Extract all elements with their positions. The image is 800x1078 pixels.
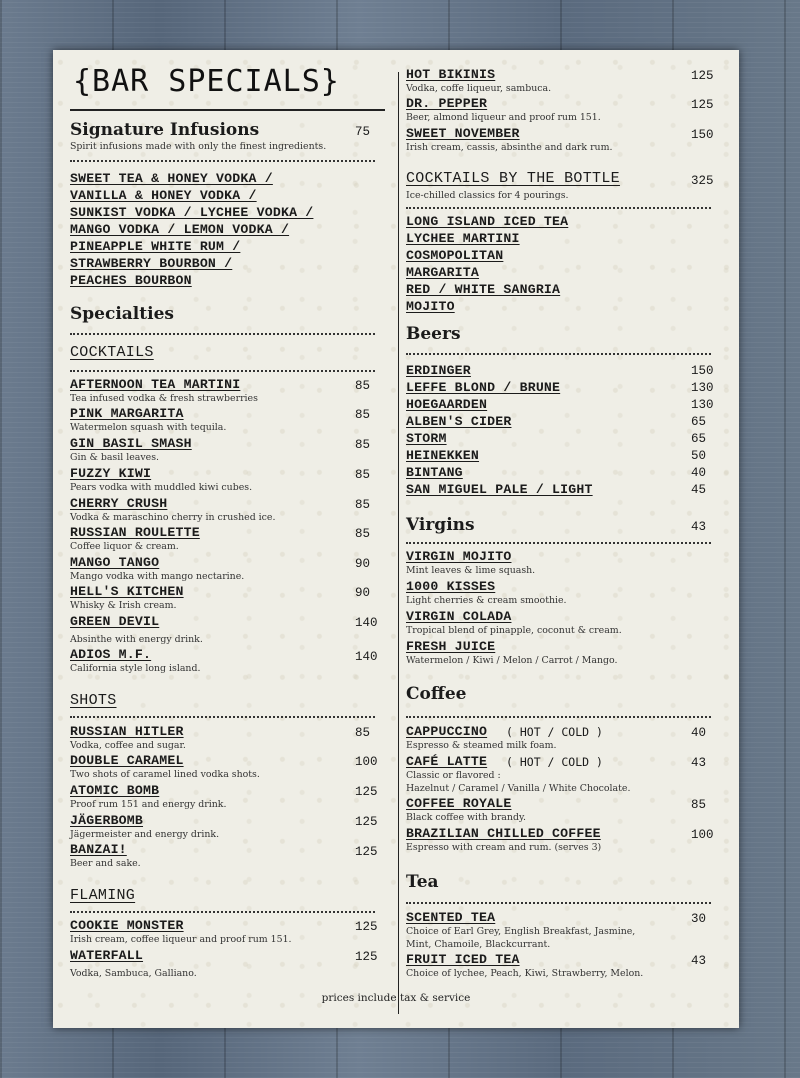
shot-name: JÄGERBOMB <box>70 813 144 828</box>
coffee-price: 43 <box>691 756 707 770</box>
signature-item: MANGO VODKA / LEMON VODKA / <box>70 222 290 237</box>
cocktail-desc: Tea infused vodka & fresh strawberries <box>70 393 258 404</box>
beer-name: HOEGAARDEN <box>406 397 488 412</box>
virgin-desc: Mint leaves & lime squash. <box>406 565 536 576</box>
cocktail-price: 85 <box>355 438 371 452</box>
cocktail-desc: Watermelon squash with tequila. <box>70 422 227 433</box>
flaming-name: WATERFALL <box>70 948 144 963</box>
beer-name: ERDINGER <box>406 363 471 378</box>
shots-heading: SHOTS <box>70 692 117 709</box>
cocktail-price: 85 <box>355 379 371 393</box>
shot-desc: Beer and sake. <box>70 858 141 869</box>
beer-price: 150 <box>691 364 714 378</box>
flaming-desc: Irish cream, coffee liqueur and proof rum 151. <box>70 934 292 945</box>
bottle-item: RED / WHITE SANGRIA <box>406 282 561 297</box>
bottle-item: LYCHEE MARTINI <box>406 231 520 246</box>
coffee-option: ( HOT / COLD ) <box>506 725 603 739</box>
cocktail-name: GREEN DEVIL <box>70 614 160 629</box>
signature-item: PEACHES BOURBON <box>70 273 192 288</box>
menu-title: {BAR SPECIALS} <box>73 64 340 99</box>
beer-name: LEFFE BLOND / BRUNE <box>406 380 561 395</box>
tea-name: FRUIT ICED TEA <box>406 952 520 967</box>
shot-price: 125 <box>355 815 378 829</box>
tea-desc: Mint, Chamoile, Blackcurrant. <box>406 939 551 950</box>
virgin-name: 1000 KISSES <box>406 579 496 594</box>
bottle-item: MOJITO <box>406 299 455 314</box>
shot-price: 85 <box>355 726 371 740</box>
shot-price: 125 <box>355 845 378 859</box>
cocktail-desc: Pears vodka with muddled kiwi cubes. <box>70 482 253 493</box>
shot-name: ATOMIC BOMB <box>70 783 160 798</box>
beer-name: ALBEN'S CIDER <box>406 414 512 429</box>
cocktail-name: RUSSIAN ROULETTE <box>70 525 200 540</box>
coffee-name: COFFEE ROYALE <box>406 796 512 811</box>
beer-price: 65 <box>691 415 707 429</box>
tea-desc: Choice of Earl Grey, English Breakfast, Jasmine, <box>406 926 636 937</box>
bottle-desc: Ice-chilled classics for 4 pourings. <box>406 190 569 201</box>
divider <box>70 370 375 372</box>
cocktail-name: AFTERNOON TEA MARTINI <box>70 377 241 392</box>
beer-price: 50 <box>691 449 707 463</box>
cocktail-desc: Whisky & Irish cream. <box>70 600 177 611</box>
cocktail-name: CHERRY CRUSH <box>70 496 168 511</box>
shot-name: DOUBLE CARAMEL <box>70 753 184 768</box>
beer-name: HEINEKKEN <box>406 448 480 463</box>
coffee-price: 100 <box>691 828 714 842</box>
cocktail-name: GIN BASIL SMASH <box>70 436 192 451</box>
virgin-desc: Light cherries & cream smoothie. <box>406 595 567 606</box>
footer-note: prices include tax & service <box>321 992 471 1004</box>
signature-heading: Signature Infusions <box>70 120 260 140</box>
coffee-desc: Hazelnut / Caramel / Vanilla / White Chocolate. <box>406 783 631 794</box>
coffee-desc: Black coffee with brandy. <box>406 812 526 823</box>
shot-name: HOT BIKINIS <box>406 67 496 82</box>
divider <box>70 716 375 718</box>
shot-price: 125 <box>691 69 714 83</box>
divider <box>406 716 711 718</box>
signature-item: PINEAPPLE WHITE RUM / <box>70 239 241 254</box>
shot-price: 150 <box>691 128 714 142</box>
cocktail-name: HELL'S KITCHEN <box>70 584 184 599</box>
specialties-heading: Specialties <box>70 304 174 324</box>
beer-price: 130 <box>691 381 714 395</box>
cocktail-price: 140 <box>355 650 378 664</box>
cocktail-name: MANGO TANGO <box>70 555 160 570</box>
cocktail-desc: California style long island. <box>70 663 201 674</box>
bottle-item: MARGARITA <box>406 265 480 280</box>
shot-price: 125 <box>355 785 378 799</box>
title-rule <box>70 109 385 111</box>
cocktail-price: 85 <box>355 408 371 422</box>
divider <box>406 542 711 544</box>
beer-price: 65 <box>691 432 707 446</box>
shot-desc: Proof rum 151 and energy drink. <box>70 799 227 810</box>
cocktail-desc: Gin & basil leaves. <box>70 452 159 463</box>
shot-name: BANZAI! <box>70 842 127 857</box>
cocktail-price: 90 <box>355 557 371 571</box>
flaming-heading: FLAMING <box>70 887 136 904</box>
signature-item: STRAWBERRY BOURBON / <box>70 256 233 271</box>
virgin-desc: Tropical blend of pinapple, coconut & cream. <box>406 625 622 636</box>
virgin-name: VIRGIN MOJITO <box>406 549 512 564</box>
coffee-name: BRAZILIAN CHILLED COFFEE <box>406 826 601 841</box>
virgins-heading: Virgins <box>406 515 475 535</box>
bottle-price: 325 <box>691 174 714 188</box>
coffee-heading: Coffee <box>406 684 467 704</box>
shot-desc: Two shots of caramel lined vodka shots. <box>70 769 260 780</box>
coffee-desc: Espresso with cream and rum. (serves 3) <box>406 842 602 853</box>
coffee-price: 85 <box>691 798 707 812</box>
tea-price: 30 <box>691 912 707 926</box>
flaming-name: COOKIE MONSTER <box>70 918 184 933</box>
signature-item: SWEET TEA & HONEY VODKA / <box>70 171 273 186</box>
coffee-name: CAFÉ LATTE <box>406 754 488 769</box>
signature-item: VANILLA & HONEY VODKA / <box>70 188 257 203</box>
flaming-price: 125 <box>355 950 378 964</box>
shot-desc: Irish cream, cassis, absinthe and dark rum. <box>406 142 613 153</box>
menu-paper <box>53 50 739 1028</box>
beer-price: 130 <box>691 398 714 412</box>
coffee-desc: Classic or flavored : <box>406 770 501 781</box>
cocktail-desc: Mango vodka with mango nectarine. <box>70 571 245 582</box>
cocktail-price: 85 <box>355 468 371 482</box>
cocktail-name: ADIOS M.F. <box>70 647 152 662</box>
shot-name: SWEET NOVEMBER <box>406 126 520 141</box>
divider <box>406 207 711 209</box>
bottle-heading: COCKTAILS BY THE BOTTLE <box>406 170 620 187</box>
shot-desc: Beer, almond liqueur and proof rum 151. <box>406 112 601 123</box>
cocktails-heading: COCKTAILS <box>70 344 154 361</box>
beer-price: 40 <box>691 466 707 480</box>
flaming-price: 125 <box>355 920 378 934</box>
divider <box>70 911 375 913</box>
shot-desc: Vodka, coffee and sugar. <box>70 740 186 751</box>
tea-name: SCENTED TEA <box>406 910 496 925</box>
cocktail-name: FUZZY KIWI <box>70 466 152 481</box>
tea-heading: Tea <box>406 872 439 892</box>
shot-price: 125 <box>691 98 714 112</box>
flaming-desc: Vodka, Sambuca, Galliano. <box>70 968 197 979</box>
cocktail-price: 90 <box>355 586 371 600</box>
beer-name: STORM <box>406 431 447 446</box>
tea-desc: Choice of lychee, Peach, Kiwi, Strawberry, Melon. <box>406 968 644 979</box>
beer-name: SAN MIGUEL PALE / LIGHT <box>406 482 593 497</box>
cocktail-price: 85 <box>355 527 371 541</box>
virgins-price: 43 <box>691 520 707 534</box>
beer-name: BINTANG <box>406 465 463 480</box>
divider <box>70 160 375 162</box>
shot-name: DR. PEPPER <box>406 96 488 111</box>
virgin-desc: Watermelon / Kiwi / Melon / Carrot / Mango. <box>406 655 618 666</box>
bottle-item: COSMOPOLITAN <box>406 248 504 263</box>
divider <box>406 353 711 355</box>
tea-price: 43 <box>691 954 707 968</box>
shot-name: RUSSIAN HITLER <box>70 724 184 739</box>
cocktail-price: 85 <box>355 498 371 512</box>
virgin-name: FRESH JUICE <box>406 639 496 654</box>
cocktail-desc: Absinthe with energy drink. <box>70 634 203 645</box>
cocktail-desc: Vodka & maraschino cherry in crushed ice. <box>70 512 276 523</box>
coffee-name: CAPPUCCINO <box>406 724 488 739</box>
beers-heading: Beers <box>406 324 461 344</box>
signature-price: 75 <box>355 125 371 139</box>
cocktail-desc: Coffee liquor & cream. <box>70 541 179 552</box>
cocktail-price: 140 <box>355 616 378 630</box>
bottle-item: LONG ISLAND ICED TEA <box>406 214 569 229</box>
shot-price: 100 <box>355 755 378 769</box>
coffee-option: ( HOT / COLD ) <box>506 755 603 769</box>
signature-item: SUNKIST VODKA / LYCHEE VODKA / <box>70 205 314 220</box>
signature-desc: Spirit infusions made with only the finest ingredients. <box>70 141 327 152</box>
column-divider <box>398 72 399 1014</box>
divider <box>406 902 711 904</box>
divider <box>70 333 375 335</box>
coffee-price: 40 <box>691 726 707 740</box>
shot-desc: Vodka, coffe liqueur, sambuca. <box>406 83 552 94</box>
virgin-name: VIRGIN COLADA <box>406 609 512 624</box>
coffee-desc: Espresso & steamed milk foam. <box>406 740 557 751</box>
cocktail-name: PINK MARGARITA <box>70 406 184 421</box>
shot-desc: Jägermeister and energy drink. <box>70 829 220 840</box>
beer-price: 45 <box>691 483 707 497</box>
